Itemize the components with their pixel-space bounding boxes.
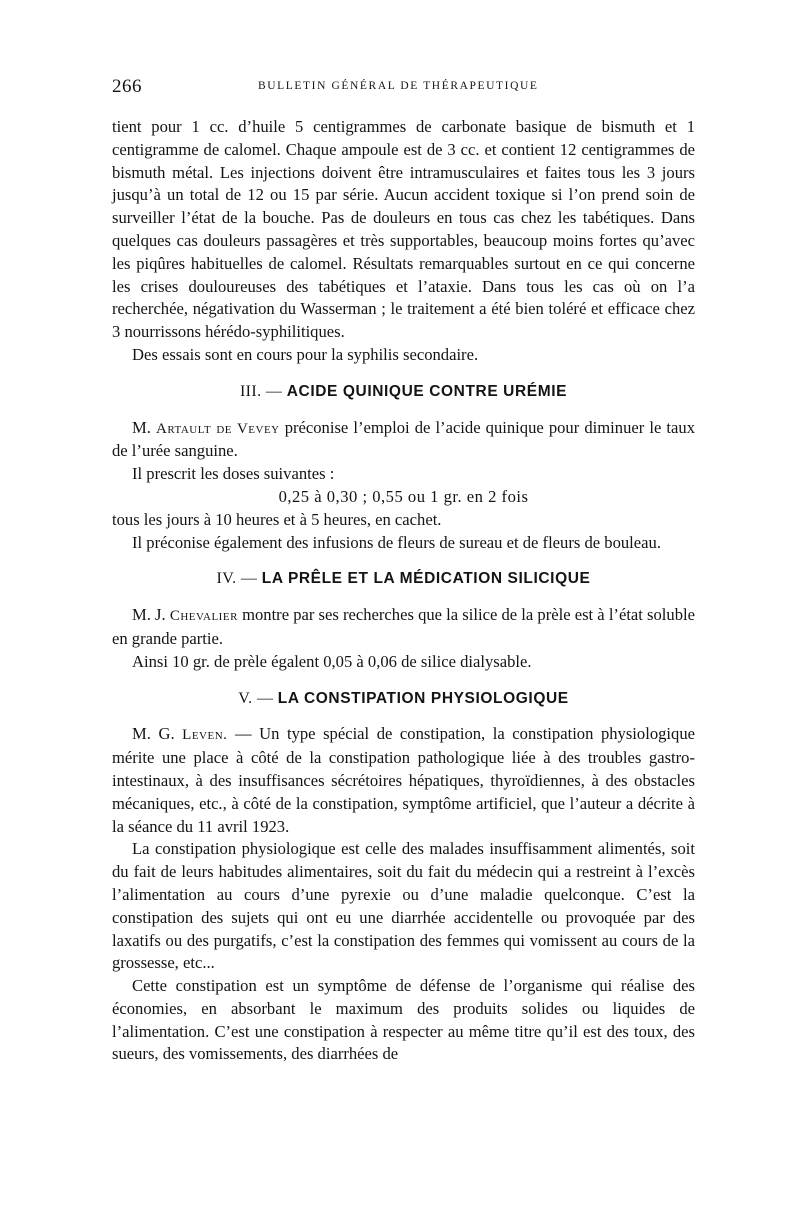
section-4-number: IV. —: [216, 570, 258, 588]
author-prefix: M. J.: [132, 605, 166, 625]
author-prefix: M. G.: [132, 724, 175, 744]
paragraph-text: préconise l’emploi de l’acide quinique pour diminuer le taux de l’urée sanguine.: [112, 417, 695, 461]
section-5-paragraph-1: [112, 723, 695, 838]
author-prefix: M.: [132, 417, 151, 437]
intro-paragraph: tient pour 1 cc. d’huile 5 centigrammes de carbonate basique de bismuth et 1 centigramme de calomel. Chaque ampoule est de 3 cc. et contient 12 centigrammes de bismuth métal. Les injections doivent être intramusculaires et faites tous les 3 jours jusqu’à un total de 12 ou 15 par série. Aucun accident toxique si l’on prend soin de surveiller l’état de la bouche. Pas de douleurs en tous cas chez les tabétiques. Dans quelques cas douleurs passagères et très supportables, beaucoup moins fortes qu’avec les piqûres habituelles de calomel. Résultats remarquables surtout en ce qui concerne les crises douloureuses des tabétiques et l’ataxie. Dans tous les cas où on l’a recherchée, négativation du Wasserman ; le traitement a été bien toléré et efficace chez 3 nourrissons hérédo-syphilitiques.: [112, 117, 695, 342]
section-3-paragraph-3: tous les jours à 10 heures et à 5 heures, en cachet.: [112, 509, 442, 529]
author-name: Leven.: [182, 727, 228, 744]
author-name: Chevalier: [169, 608, 238, 625]
section-3-number: III. —: [239, 382, 283, 400]
section-3-heading: [112, 381, 695, 404]
section-3-paragraph-2: Il prescrit les doses suivantes :: [132, 464, 335, 484]
section-5-paragraph-3: Cette constipation est un symptôme de défense de l’organisme qui réalise des économies, en absorbant le maximum des produits solides ou liquides de l’alimentation. C’est une constipation à respecter au même titre qu’il est des toux, des sueurs, des vomissements, des diarrhées de: [112, 976, 695, 1064]
section-5-heading: [112, 688, 695, 711]
section-4-title: LA PRÊLE ET LA MÉDICATION SILICIQUE: [261, 570, 591, 588]
page-number: 266: [112, 76, 142, 97]
section-4-heading: [112, 568, 695, 591]
author-name: Artault de Vevey: [156, 420, 280, 437]
paragraph-text: — Un type spécial de constipation, la constipation physiologique mérite une place à côté de la constipation pathologique liée à des troubles gastro-intestinaux, à des insuffisances sécrétoires hépatiques, thyroïdiennes, à des obstacles mécaniques, etc., à côté de la constipation, symptôme artificiel, que l’auteur a décrite à la séance du 11 avril 1923.: [112, 724, 695, 836]
paragraph-text: montre par ses recherches que la silice de la prèle est à l’état soluble en grande partie.: [112, 605, 695, 648]
running-title: BULLETIN GÉNÉRAL DE THÉRAPEUTIQUE: [258, 80, 539, 92]
dosage-formula: 0,25 à 0,30 ; 0,55 ou 1 gr. en 2 fois: [278, 486, 529, 506]
section-4-paragraph-2: Ainsi 10 gr. de prèle égalent 0,05 à 0,06 de silice dialysable.: [132, 651, 532, 671]
section-5-number: V. —: [238, 689, 274, 707]
section-5-paragraph-2: La constipation physiologique est celle des malades insuffisamment alimentés, soit du fait de leurs habitudes alimentaires, soit du fait du médecin qui a restreint à l’excès l’alimentation au cours d’une pyrexie ou d’une maladie quelconque. C’est la constipation des sujets qui ont eu une diarrhée accidentelle ou provoquée par des laxatifs ou des purgatifs, c’est la constipation des femmes qui vomissent au cours de la grossesse, etc...: [112, 839, 695, 973]
section-3-paragraph-1: [112, 417, 695, 464]
section-4-paragraph-1: [112, 604, 695, 651]
running-header: [112, 76, 695, 100]
section-3-paragraph-4: Il préconise également des infusions de fleurs de sureau et de fleurs de bouleau.: [132, 532, 661, 552]
section-3-title: ACIDE QUINIQUE CONTRE URÉMIE: [286, 382, 568, 400]
intro-paragraph-2: Des essais sont en cours pour la syphilis secondaire.: [132, 344, 479, 364]
section-5-title: LA CONSTIPATION PHYSIOLOGIQUE: [277, 689, 569, 707]
body-text: [112, 116, 695, 1066]
